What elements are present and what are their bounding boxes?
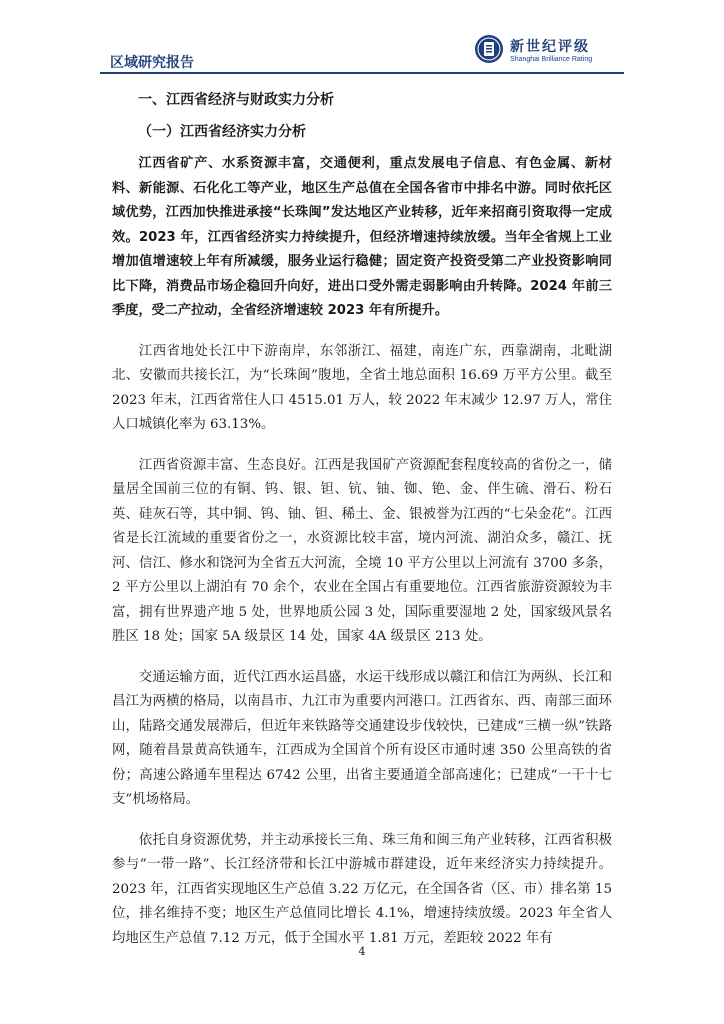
- header-divider: [100, 72, 624, 74]
- logo-chinese-name: 新世纪评级: [510, 39, 590, 55]
- body-paragraph: 江西省资源丰富、生态良好。江西是我国矿产资源配套程度较高的省份之一，储量居全国前三位的有铜、钨、银、钽、钪、铀、铷、铯、金、伴生硫、滑石、粉石英、硅灰石等，其中铜、钨、铀、钽、稀土、金、银被誉为江西的“七朵金花”。江西省是长江流域的重要省份之一，水资源比较丰富，境内河流、湖泊众多，赣江、抚河、信江、修水和饶河为全省五大河流，全境 10 平方公里以上河流有 3700 多条，2 平方公里以上湖泊有 70 余个，农业在全国占有重要地位。江西省旅游资源较为丰富，拥有世界遗产地 5 处，世界地质公园 3 处，国际重要湿地 2 处，国家级风景名胜区 18 处；国家 5A 级景区 14 处，国家 4A 级景区 213 处。: [112, 457, 612, 644]
- logo-english-name: Shanghai Brilliance Rating: [510, 56, 593, 63]
- brand-logo: [474, 34, 624, 70]
- rating-emblem-icon: [474, 34, 504, 64]
- report-body: [112, 88, 612, 967]
- body-paragraph: 依托自身资源优势，并主动承接长三角、珠三角和闽三角产业转移，江西省积极参与“一带一路”、长江经济带和长江中游城市群建设，近年来经济实力持续提升。2023 年，江西省实现地区生产总值 3.22 万亿元，在全国各省（区、市）排名第 15 位，排名维持不变；地区生产总值同比增长 4.1%，增速持续放缓。2023 年全省人均地区生产总值 7.12 万元，低于全国水平 1.81 万元，差距较 2022 年有: [112, 832, 612, 946]
- page-number: 4: [358, 945, 366, 958]
- summary-paragraph: 江西省矿产、水系资源丰富，交通便利，重点发展电子信息、有色金属、新材料、新能源、石化化工等产业，地区生产总值在全国各省市中排名中游。同时依托区域优势，江西加快推进承接“长珠闽”发达地区产业转移，近年来招商引资取得一定成效。2023 年，江西省经济实力持续提升，但经济增速持续放缓。当年全省规上工业增加值增速较上年有所减缓，服务业运行稳健；固定资产投资受第二产业投资影响同比下降，消费品市场企稳回升向好，进出口受外需走弱影响由升转降。2024 年前三季度，受二产拉动，全省经济增速较 2023 年有所提升。: [112, 156, 612, 318]
- page-header: [100, 28, 624, 74]
- body-paragraph: 江西省地处长江中下游南岸，东邻浙江、福建，南连广东，西靠湖南，北毗湖北、安徽而共接长江，为“长珠闽”腹地，全省土地总面积 16.69 万平方公里。截至 2023 年末，江西省常住人口 4515.01 万人，较 2022 年末减少 12.97 万人，常住人口城镇化率为 63.13%。: [112, 343, 612, 432]
- report-type-label: 区域研究报告: [110, 55, 194, 71]
- body-paragraph: 交通运输方面，近代江西水运昌盛，水运干线形成以赣江和信江为两纵、长江和昌江为两横的格局，以南昌市、九江市为重要内河港口。江西省东、西、南部三面环山，陆路交通发展滞后，但近年来铁路等交通建设步伐较快，已建成“三横一纵”铁路网，随着昌景黄高铁通车，江西成为全国首个所有设区市通时速 350 公里高铁的省份；高速公路通车里程达 6742 公里，出省主要通道全部高速化；已建成“一干十七支”机场格局。: [112, 669, 612, 807]
- subsection-heading: （一）江西省经济实力分析: [138, 124, 306, 140]
- section-heading: 一、江西省经济与财政实力分析: [138, 92, 334, 108]
